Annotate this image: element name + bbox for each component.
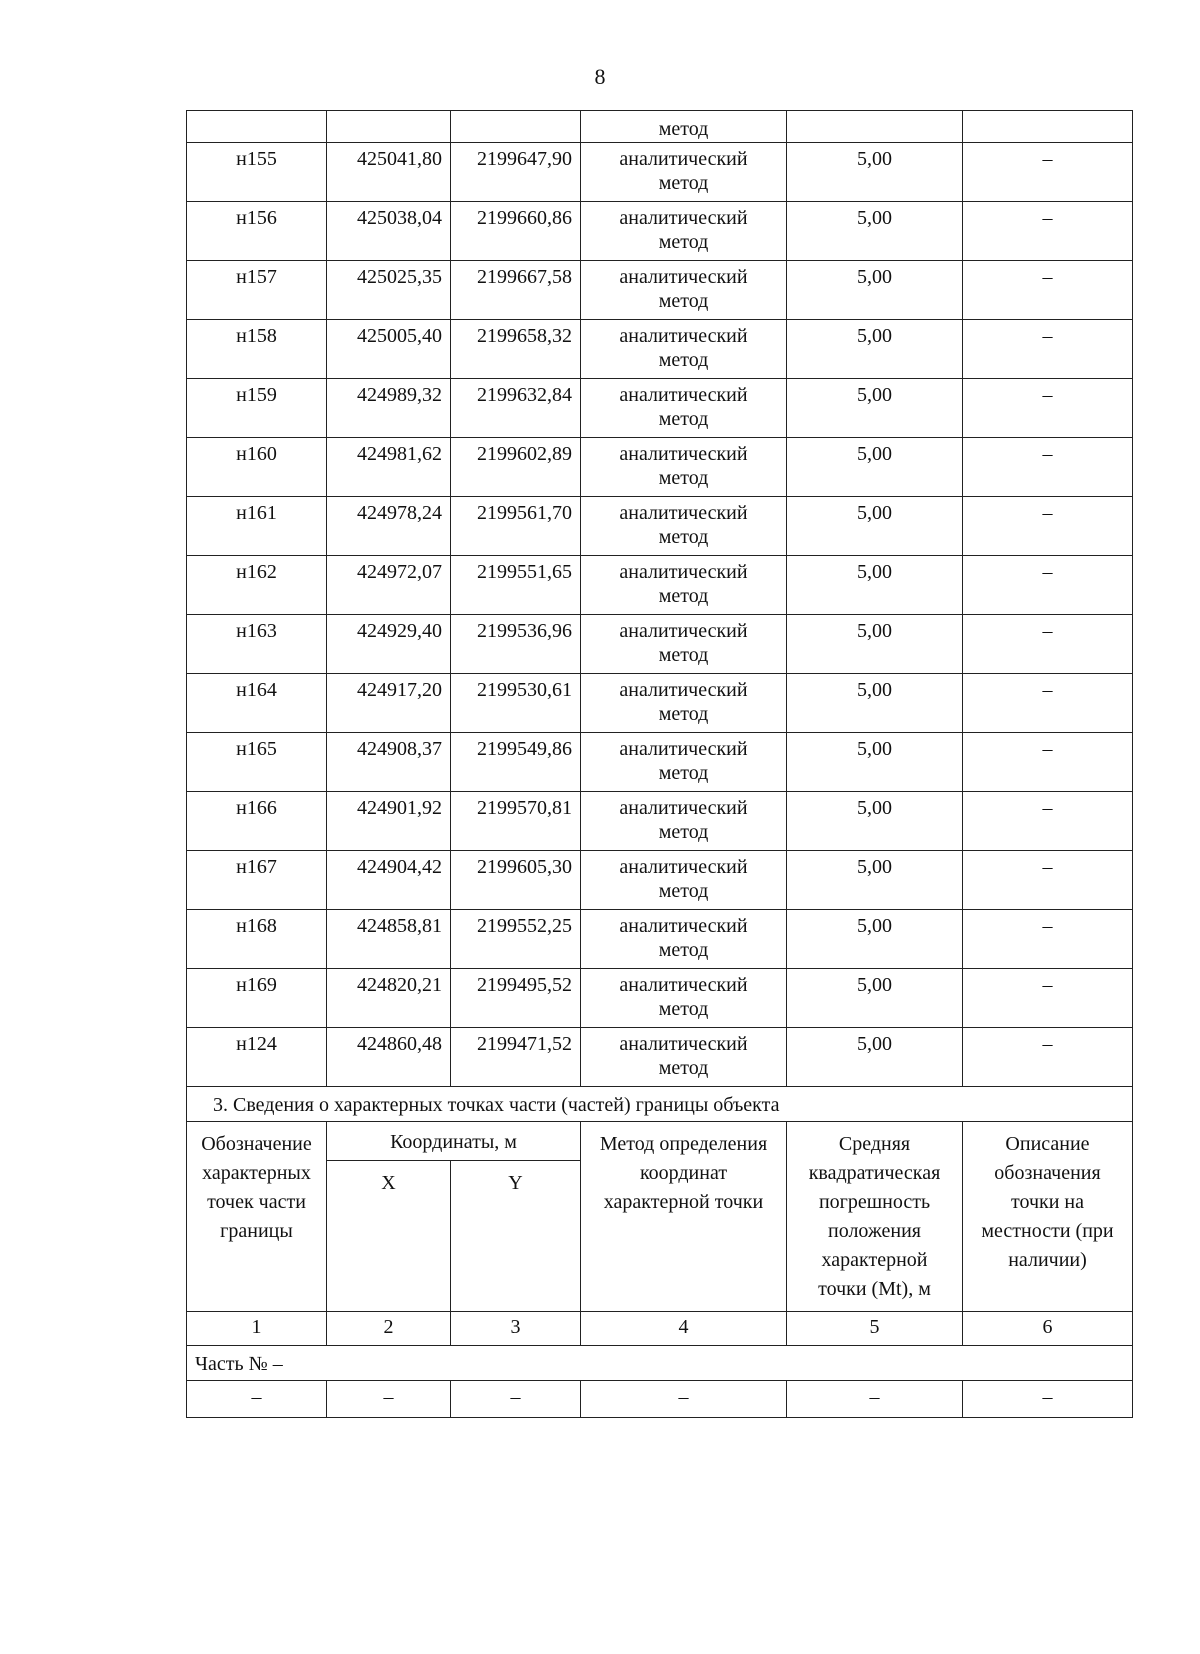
method: аналитический метод [581, 851, 787, 910]
header-description: Описание обозначения точки на местности (при наличии) [963, 1122, 1133, 1312]
point-id: н168 [187, 910, 327, 969]
mean-error: 5,00 [787, 438, 963, 497]
mean-error: 5,00 [787, 1028, 963, 1087]
part-label: Часть № – [187, 1346, 1133, 1381]
method: аналитический метод [581, 497, 787, 556]
table-row [187, 202, 1133, 261]
point-id: н159 [187, 379, 327, 438]
point-id: н165 [187, 733, 327, 792]
header-error: Средняя квадратическая погрешность положения характерной точки (Mt), м [787, 1122, 963, 1312]
table-row [187, 261, 1133, 320]
empty-cell: – [451, 1381, 581, 1418]
point-id: н160 [187, 438, 327, 497]
coord-x: 425041,80 [327, 143, 451, 202]
coord-y: 2199530,61 [451, 674, 581, 733]
coord-x: 424917,20 [327, 674, 451, 733]
mean-error: 5,00 [787, 792, 963, 851]
method: аналитический метод [581, 615, 787, 674]
description: – [963, 261, 1133, 320]
coord-y: 2199561,70 [451, 497, 581, 556]
coord-y: 2199552,25 [451, 910, 581, 969]
table-row [187, 143, 1133, 202]
column-number: 2 [327, 1312, 451, 1346]
continuation-row [187, 111, 1133, 143]
column-number: 4 [581, 1312, 787, 1346]
point-id: н156 [187, 202, 327, 261]
boundary-points-table [186, 110, 1133, 1418]
description: – [963, 143, 1133, 202]
method: аналитический метод [581, 143, 787, 202]
method: аналитический метод [581, 261, 787, 320]
method: аналитический метод [581, 910, 787, 969]
table-row [187, 674, 1133, 733]
empty-cell: – [187, 1381, 327, 1418]
method: аналитический метод [581, 379, 787, 438]
section-3-title-row [187, 1087, 1133, 1122]
coord-x: 424989,32 [327, 379, 451, 438]
description: – [963, 733, 1133, 792]
coord-x: 425005,40 [327, 320, 451, 379]
coord-x: 424981,62 [327, 438, 451, 497]
description: – [963, 202, 1133, 261]
mean-error: 5,00 [787, 143, 963, 202]
description: – [963, 556, 1133, 615]
point-id: н164 [187, 674, 327, 733]
coord-x: 424820,21 [327, 969, 451, 1028]
part-row [187, 1346, 1133, 1381]
coord-y: 2199495,52 [451, 969, 581, 1028]
point-id: н161 [187, 497, 327, 556]
method: аналитический метод [581, 969, 787, 1028]
column-number: 3 [451, 1312, 581, 1346]
coord-y: 2199660,86 [451, 202, 581, 261]
table-row [187, 615, 1133, 674]
point-id: н169 [187, 969, 327, 1028]
coord-y: 2199658,32 [451, 320, 581, 379]
table-row [187, 1028, 1133, 1087]
table-row [187, 969, 1133, 1028]
header-coordinates: Координаты, м [327, 1122, 581, 1161]
header-x: X [327, 1161, 451, 1312]
point-id: н157 [187, 261, 327, 320]
method: аналитический метод [581, 733, 787, 792]
mean-error: 5,00 [787, 379, 963, 438]
table-row [187, 438, 1133, 497]
mean-error: 5,00 [787, 261, 963, 320]
empty-cell: – [963, 1381, 1133, 1418]
coord-y: 2199647,90 [451, 143, 581, 202]
header-row [187, 1122, 1133, 1161]
column-number: 1 [187, 1312, 327, 1346]
coord-x: 424972,07 [327, 556, 451, 615]
coord-x: 424858,81 [327, 910, 451, 969]
empty-cell: – [581, 1381, 787, 1418]
table-row [187, 733, 1133, 792]
method: аналитический метод [581, 556, 787, 615]
table-row [187, 379, 1133, 438]
method: аналитический метод [581, 674, 787, 733]
header-designation: Обозначение характерных точек части границы [187, 1122, 327, 1312]
description: – [963, 1028, 1133, 1087]
description: – [963, 969, 1133, 1028]
coord-y: 2199570,81 [451, 792, 581, 851]
coord-y: 2199667,58 [451, 261, 581, 320]
mean-error: 5,00 [787, 320, 963, 379]
description: – [963, 910, 1133, 969]
column-number: 5 [787, 1312, 963, 1346]
empty-data-row [187, 1381, 1133, 1418]
header-method: Метод определения координат характерной точки [581, 1122, 787, 1312]
table-row [187, 497, 1133, 556]
coord-x: 424904,42 [327, 851, 451, 910]
coord-y: 2199632,84 [451, 379, 581, 438]
description: – [963, 615, 1133, 674]
mean-error: 5,00 [787, 674, 963, 733]
mean-error: 5,00 [787, 615, 963, 674]
coord-y: 2199471,52 [451, 1028, 581, 1087]
mean-error: 5,00 [787, 910, 963, 969]
continuation-method: метод [581, 111, 787, 143]
page-number: 8 [594, 64, 606, 89]
coord-y: 2199605,30 [451, 851, 581, 910]
method: аналитический метод [581, 202, 787, 261]
point-id: н162 [187, 556, 327, 615]
description: – [963, 674, 1133, 733]
table-row [187, 910, 1133, 969]
coord-y: 2199551,65 [451, 556, 581, 615]
method: аналитический метод [581, 792, 787, 851]
point-id: н166 [187, 792, 327, 851]
description: – [963, 379, 1133, 438]
empty-cell: – [327, 1381, 451, 1418]
table-row [187, 320, 1133, 379]
coord-y: 2199549,86 [451, 733, 581, 792]
table-row [187, 556, 1133, 615]
coord-x: 425025,35 [327, 261, 451, 320]
mean-error: 5,00 [787, 969, 963, 1028]
description: – [963, 792, 1133, 851]
description: – [963, 497, 1133, 556]
point-id: н163 [187, 615, 327, 674]
section-3-title: 3. Сведения о характерных точках части (частей) границы объекта [187, 1087, 1133, 1122]
coord-x: 424908,37 [327, 733, 451, 792]
coord-x: 425038,04 [327, 202, 451, 261]
mean-error: 5,00 [787, 202, 963, 261]
description: – [963, 438, 1133, 497]
description: – [963, 851, 1133, 910]
coord-y: 2199536,96 [451, 615, 581, 674]
mean-error: 5,00 [787, 497, 963, 556]
coord-x: 424929,40 [327, 615, 451, 674]
column-number: 6 [963, 1312, 1133, 1346]
point-id: н158 [187, 320, 327, 379]
description: – [963, 320, 1133, 379]
method: аналитический метод [581, 438, 787, 497]
coord-x: 424860,48 [327, 1028, 451, 1087]
mean-error: 5,00 [787, 733, 963, 792]
method: аналитический метод [581, 320, 787, 379]
mean-error: 5,00 [787, 556, 963, 615]
empty-cell: – [787, 1381, 963, 1418]
coord-y: 2199602,89 [451, 438, 581, 497]
table-row [187, 792, 1133, 851]
method: аналитический метод [581, 1028, 787, 1087]
mean-error: 5,00 [787, 851, 963, 910]
coord-x: 424978,24 [327, 497, 451, 556]
point-id: н167 [187, 851, 327, 910]
table-row [187, 851, 1133, 910]
point-id: н124 [187, 1028, 327, 1087]
coord-x: 424901,92 [327, 792, 451, 851]
point-id: н155 [187, 143, 327, 202]
header-y: Y [451, 1161, 581, 1312]
column-numbers-row [187, 1312, 1133, 1346]
